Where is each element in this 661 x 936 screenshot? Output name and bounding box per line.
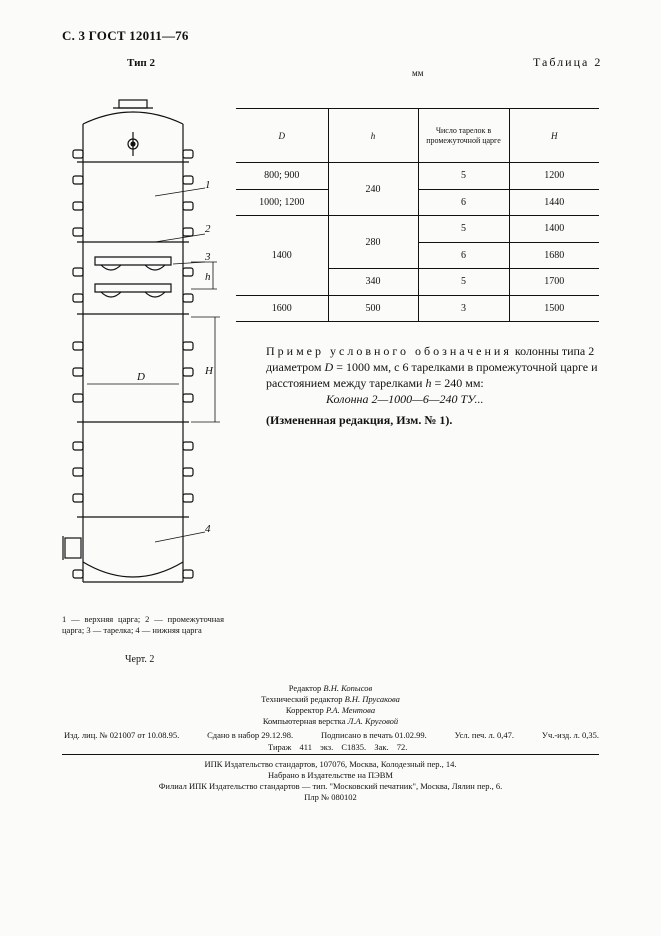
drawing-legend: 1 — верхняя царга; 2 — промежуточная царга; 3 — тарелка; 4 — нижняя царга — [62, 614, 224, 635]
table-cell: 6 — [418, 242, 509, 269]
credit-corrector — [0, 705, 661, 715]
table-cell: 240 — [328, 163, 418, 216]
example-var: D — [324, 360, 334, 374]
credit-label: Компьютерная верстка — [262, 716, 346, 726]
example-text: расстоянием между тарелками — [266, 376, 423, 390]
table-cell: 6 — [418, 189, 509, 216]
callout-1: 1 — [205, 179, 211, 191]
publisher-line: ИПК Издательство стандартов, 107076, Москва, Колодезный пер., 14. — [204, 759, 457, 769]
dim-h-label: h — [205, 271, 211, 283]
table-cell: 280 — [328, 216, 418, 269]
publisher-line: Плр № 080102 — [304, 792, 357, 802]
dim-D-label: D — [137, 371, 145, 383]
table-cell: 5 — [418, 216, 509, 243]
example-text: диаметром — [266, 360, 322, 374]
credit-name: В.Н. Копысов — [323, 683, 373, 693]
credit-editor — [0, 683, 661, 693]
table-cell: 340 — [328, 269, 418, 296]
table-cell: 1680 — [509, 242, 599, 269]
imprint-item: Изд. лиц. № 021007 от 10.08.95. — [64, 730, 180, 740]
spec-table — [236, 108, 599, 322]
col-header-trays: Число тарелок в промежуточной царге — [418, 109, 509, 163]
table-cell: 5 — [418, 269, 509, 296]
example-paragraph — [266, 343, 601, 391]
table-cell: 800; 900 — [236, 163, 328, 190]
table-cell: 1440 — [509, 189, 599, 216]
imprint-line — [268, 742, 407, 752]
drawing-type-label: Тип 2 — [127, 57, 155, 69]
example-text: = 1000 мм, с 6 тарелками в промежуточной царге и — [336, 360, 598, 374]
imprint-line — [64, 730, 599, 740]
imprint-item: Тираж 411 экз. — [268, 742, 334, 752]
table-cell: 1500 — [509, 295, 599, 322]
credit-layout — [0, 716, 661, 726]
table-cell: 5 — [418, 163, 509, 190]
publisher-line: Филиал ИПК Издательство стандартов — тип. "Московский печатник", Москва, Лялин пер., 6. — [158, 781, 503, 791]
table-row — [236, 216, 599, 243]
imprint-item: Подписано в печать 01.02.99. — [320, 730, 427, 740]
imprint-item: Сдано в набор 29.12.98. — [207, 730, 294, 740]
figure-caption: Черт. 2 — [125, 654, 155, 665]
column-drawing — [55, 92, 255, 597]
example-formula: Колонна 2—1000—6—240 ТУ... — [326, 392, 484, 406]
credit-tech-editor — [0, 694, 661, 704]
imprint-item: Уч.-изд. л. 0,35. — [541, 730, 599, 740]
example-var: h — [425, 376, 432, 390]
publisher-line: Набрано в Издательстве на ПЭВМ — [268, 770, 393, 780]
table-unit: мм — [412, 68, 424, 78]
example-line1-rest: колонны типа 2 — [514, 344, 595, 358]
credit-label: Технический редактор — [261, 694, 343, 704]
table-cell: 1600 — [236, 295, 328, 322]
table-cell: 1000; 1200 — [236, 189, 328, 216]
table-cell: 3 — [418, 295, 509, 322]
col-header-H: H — [509, 109, 599, 163]
divider — [62, 754, 599, 755]
callout-2: 2 — [205, 223, 211, 235]
example-text: = 240 мм: — [434, 376, 484, 390]
dim-H-label: H — [205, 365, 213, 377]
example-lead: Пример условного обозначения — [266, 344, 512, 358]
credit-name: В.Н. Прусакова — [344, 694, 400, 704]
imprint-item: Зак. 72. — [374, 742, 408, 752]
col-header-D: D — [236, 109, 328, 163]
table-row — [236, 295, 599, 322]
table-row — [236, 189, 599, 216]
credit-label: Корректор — [285, 705, 324, 715]
imprint-item: С1835. — [341, 742, 367, 752]
credit-label: Редактор — [288, 683, 322, 693]
imprint-item: Усл. печ. л. 0,47. — [454, 730, 515, 740]
table-title: Таблица 2 — [533, 55, 603, 69]
table-cell: 1400 — [236, 216, 328, 296]
credit-name: Л.А. Круговой — [347, 716, 399, 726]
table-cell: 1700 — [509, 269, 599, 296]
table-row — [236, 163, 599, 190]
table-cell: 500 — [328, 295, 418, 322]
callout-3: 3 — [205, 251, 211, 263]
col-header-h: h — [328, 109, 418, 163]
revision-note: (Измененная редакция, Изм. № 1). — [266, 413, 453, 427]
page-header: С. 3 ГОСТ 12011—76 — [62, 28, 189, 43]
callout-4: 4 — [205, 523, 211, 535]
table-cell: 1400 — [509, 216, 599, 243]
credit-name: Р.А. Ментова — [325, 705, 376, 715]
table-cell: 1200 — [509, 163, 599, 190]
